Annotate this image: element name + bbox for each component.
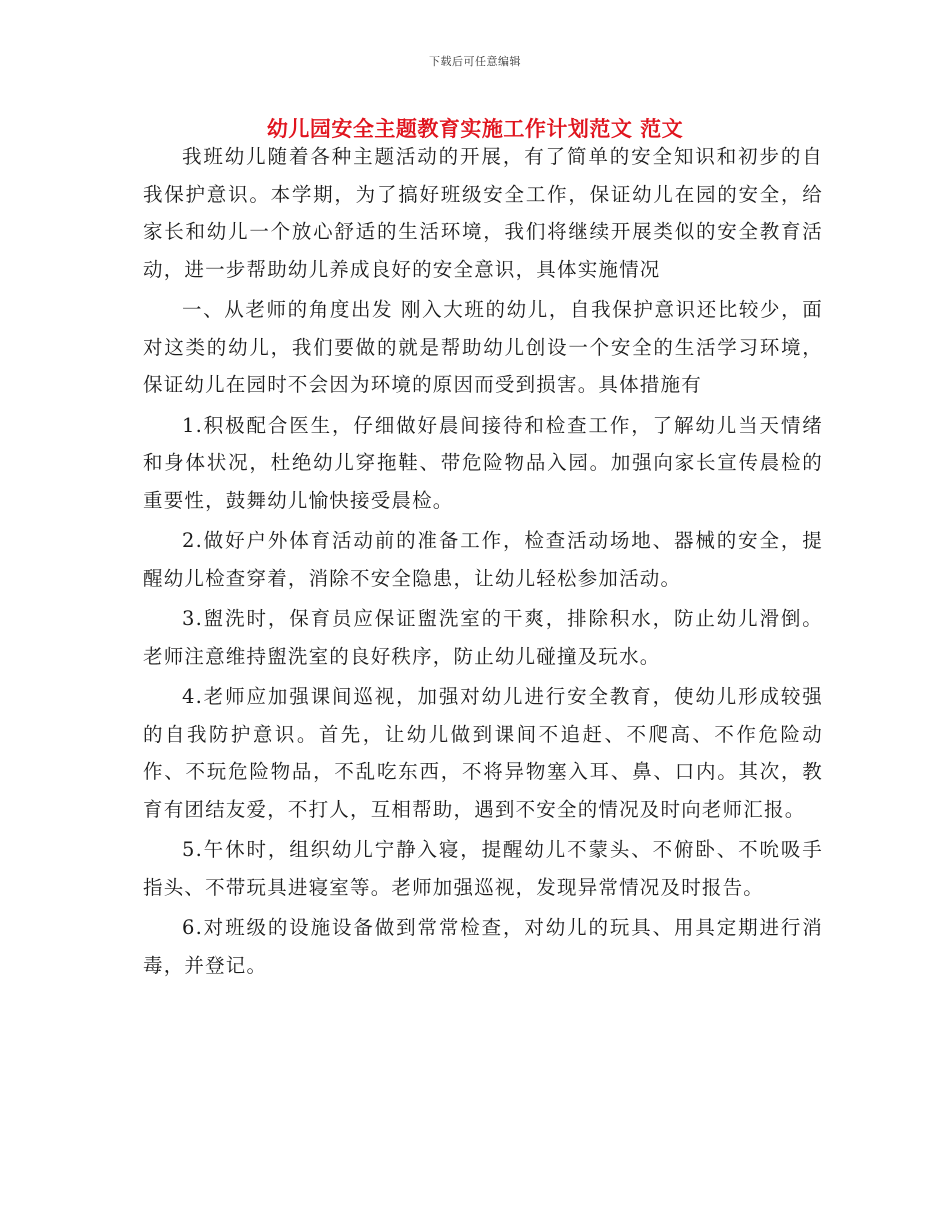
paragraph-item-1: 1.积极配合医生，仔细做好晨间接待和检查工作，了解幼儿当天情绪和身体状况，杜绝幼儿穿拖鞋、带危险物品入园。加强向家长宣传晨检的重要性，鼓舞幼儿愉快接受晨检。 xyxy=(143,413,823,512)
paragraph-item-4: 4.老师应加强课间巡视，加强对幼儿进行安全教育，使幼儿形成较强的自我防护意识。首先，让幼儿做到课间不追赶、不爬高、不作危险动作、不玩危险物品，不乱吃东西，不将异物塞入耳、鼻、口内。其次，教育有团结友爱，不打人，互相帮助，遇到不安全的情况及时向老师汇报。 xyxy=(143,685,823,821)
paragraph-item-6: 6.对班级的设施设备做到常常检查，对幼儿的玩具、用具定期进行消毒，并登记。 xyxy=(143,916,823,977)
paragraph-intro: 我班幼儿随着各种主题活动的开展，有了简单的安全知识和初步的自我保护意识。本学期，为了搞好班级安全工作，保证幼儿在园的安全，给家长和幼儿一个放心舒适的生活环境，我们将继续开展类似的安全教育活动，进一步帮助幼儿养成良好的安全意识，具体实施情况 xyxy=(143,145,823,281)
paragraph-item-5: 5.午休时，组织幼儿宁静入寝，提醒幼儿不蒙头、不俯卧、不吮吸手指头、不带玩具进寝室等。老师加强巡视，发现异常情况及时报告。 xyxy=(143,838,823,899)
paragraph-item-2: 2.做好户外体育活动前的准备工作，检查活动场地、器械的安全，提醒幼儿检查穿着，消除不安全隐患，让幼儿轻松参加活动。 xyxy=(143,529,823,590)
paragraph-item-3: 3.盥洗时，保育员应保证盥洗室的干爽，排除积水，防止幼儿滑倒。老师注意维持盥洗室的良好秩序，防止幼儿碰撞及玩水。 xyxy=(143,607,823,668)
paragraph-section-one: 一、从老师的角度出发 刚入大班的幼儿，自我保护意识还比较少，面对这类的幼儿，我们要做的就是帮助幼儿创设一个安全的生活学习环境，保证幼儿在园时不会因为环境的原因而受到损害。具体措施有 xyxy=(143,298,823,396)
header-note: 下载后可任意编辑 xyxy=(429,55,521,68)
document-title: 幼儿园安全主题教育实施工作计划范文 范文 xyxy=(266,116,684,141)
document-body xyxy=(143,138,823,987)
